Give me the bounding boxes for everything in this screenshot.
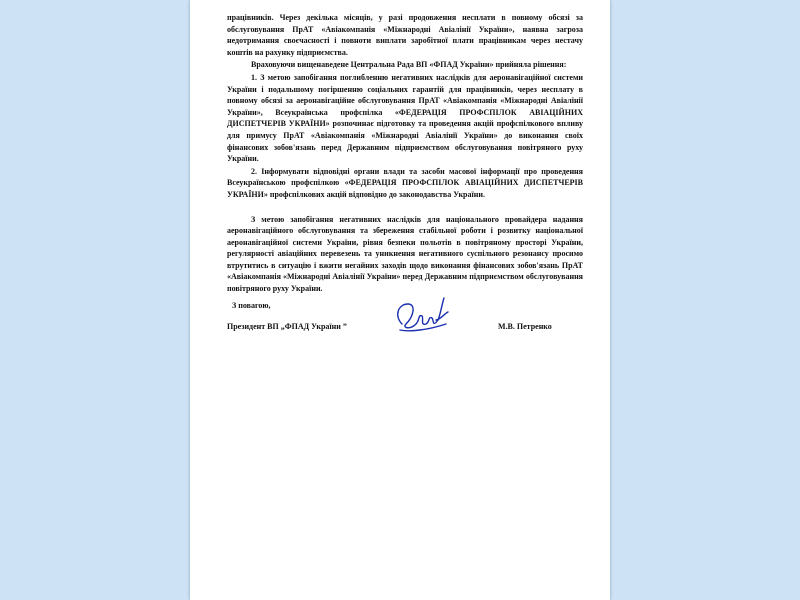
president-title: Президент ВП „ФПАД України ” — [227, 322, 347, 331]
signer-name: М.В. Петренко — [498, 322, 552, 331]
closing-regards: З повагою, — [232, 301, 271, 310]
paragraph-continuation: працівників. Через декілька місяців, у разі продовження несплати в повному обсязі за обслуговування ПрАТ «Авіакомпанія «Міжнародні Авіалінії України», наявна загроза недотримання своєчасності і повноти виплати заробітної плати працівникам через нестачу коштів на рахунку підприємства. — [227, 13, 583, 57]
document-page — [190, 0, 610, 600]
paragraph-decision-1: 1. З метою запобігання поглибленню негативних наслідків для аеронавігаційної системи України і подальшому погіршенню соціальних гарантій для працівників, через несплату в повному обсязі за аеронавігаційне обслуговування ПрАТ «Авіакомпанія «Міжнародні Авіалінії України», Всеукраїнська профспілка «ФЕДЕРАЦІЯ ПРОФСПІЛОК АВІАЦІЙНИХ ДИСПЕТЧЕРІВ УКРАЇНИ» розпочинає підготовку та проведення акцій профспілкового впливу для примусу ПрАТ «Авіакомпанія «Міжнародні Авіалінії України» до виконання своїх фінансових зобов'язань перед Державним підприємством обслуговування повітряного руху України. — [227, 72, 583, 164]
paragraph-request: З метою запобігання негативних наслідків для національного провайдера надання аеронавігаційного обслуговування та збереження стабільної роботи і розвитку національної аеронавігаційної системи України, рівня безпеки польотів в повітряному просторі України, регулярності авіаційних перевезень та уникнення негативного суспільного резонансу просимо втрутитись в ситуацію і вжити негайних заходів щодо виконання фінансових зобов'язань ПрАТ «Авіакомпанія «Міжнародні Авіалінії України» перед Державним підприємством обслуговування повітряного руху України. — [227, 214, 583, 294]
letter-body — [227, 12, 583, 295]
handwritten-signature — [388, 290, 458, 350]
paragraph-decision-intro: Враховуючи вищенаведене Центральна Рада ВП «ФПАД України» прийняла рішення: — [251, 60, 567, 70]
paragraph-decision-2: 2. Інформувати відповідні органи влади та засоби масової інформації про проведення Всеукраїнською профспілкою «ФЕДЕРАЦІЯ ПРОФСПІЛОК АВІАЦІЙНИХ ДИСПЕТЧЕРІВ УКРАЇНИ» профспілкових акцій відповідно до законодавства України. — [227, 166, 583, 199]
